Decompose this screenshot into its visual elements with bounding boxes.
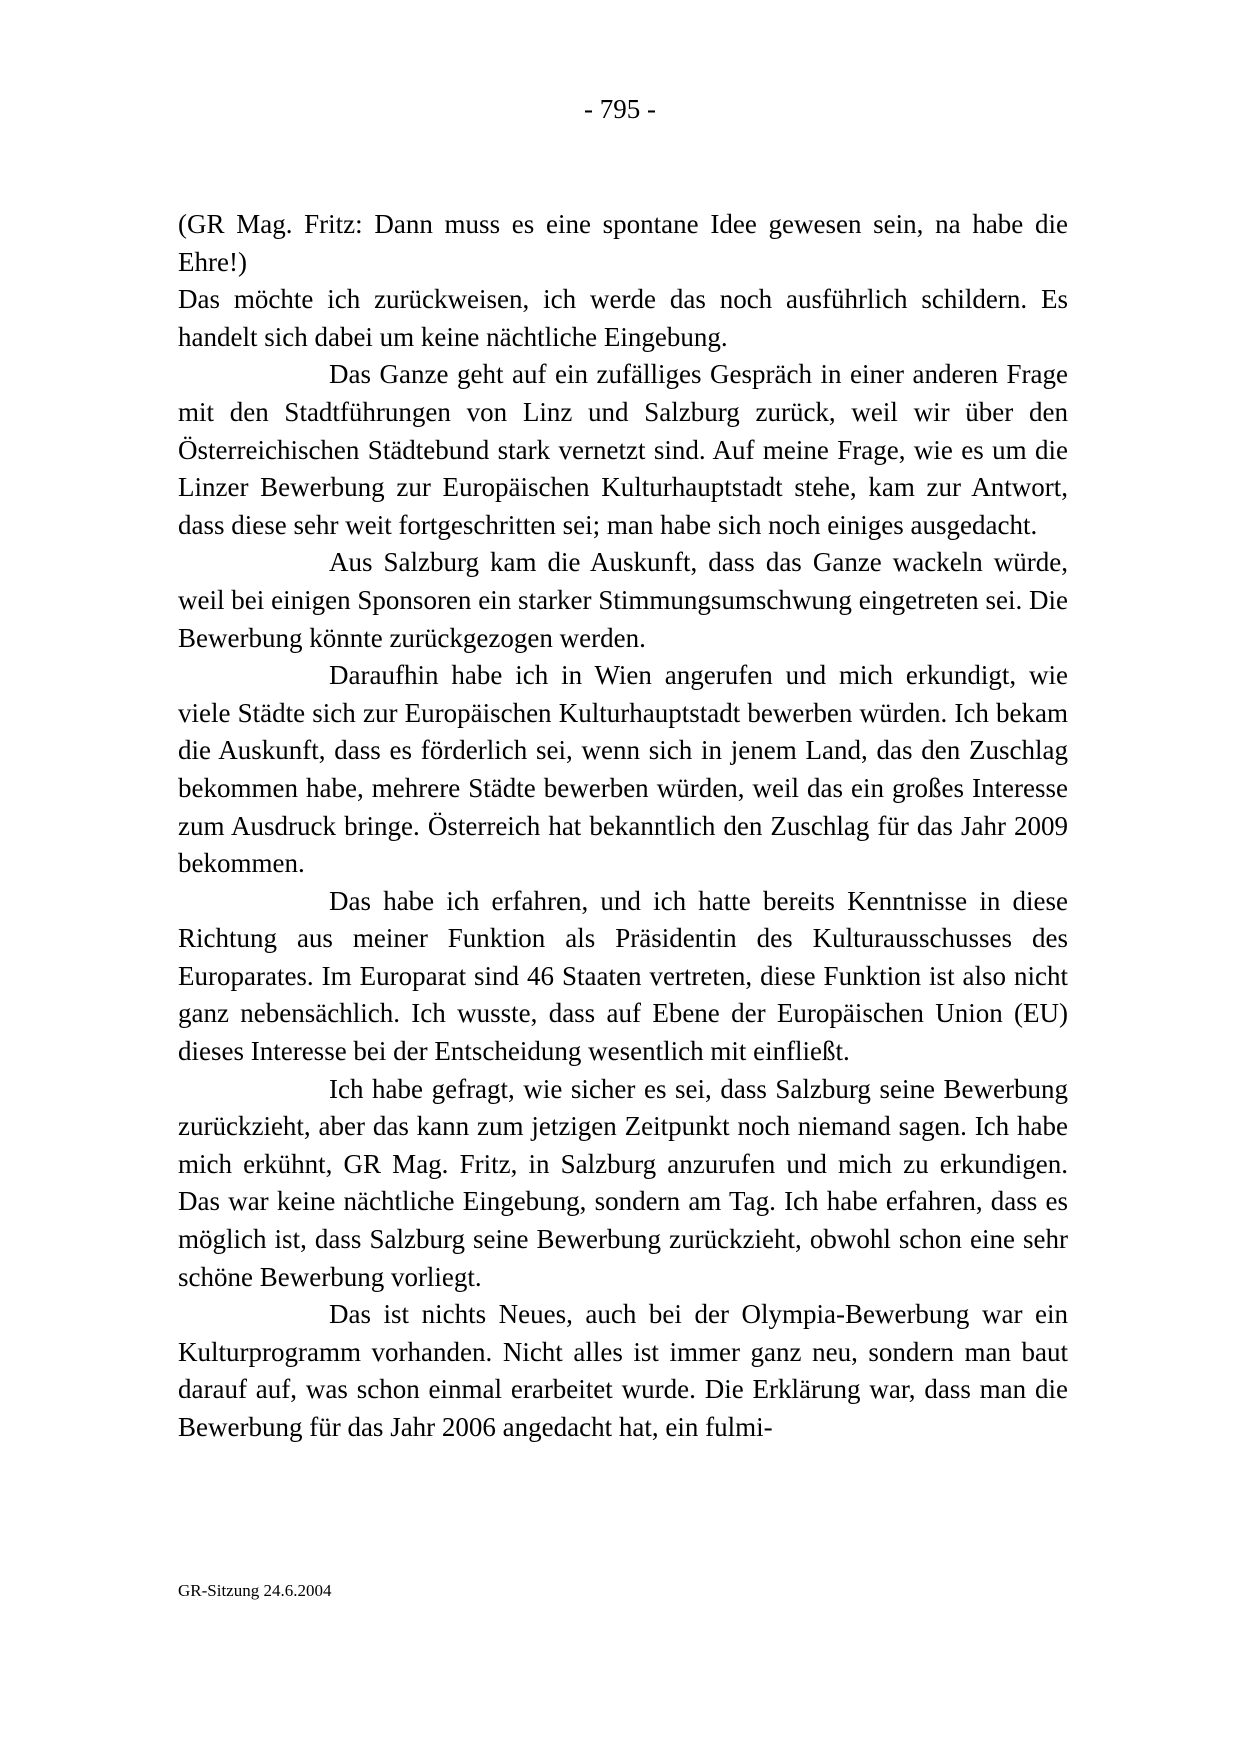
page-number: - 795 -	[584, 94, 656, 124]
document-body	[178, 206, 1068, 1447]
paragraph: Das ist nichts Neues, auch bei der Olympia-Bewerbung war ein Kulturprogramm vorhanden. Nicht alles ist immer ganz neu, sondern man baut darauf auf, was schon einmal erarbeitet wurde. Die Erklärung war, dass man die Bewerbung für das Jahr 2006 angedacht hat, ein fulmi-	[178, 1299, 1068, 1442]
paragraph: Ich habe gefragt, wie sicher es sei, dass Salzburg seine Bewerbung zurückzieht, aber das kann zum jetzigen Zeitpunkt noch niemand sagen. Ich habe mich erkühnt, GR Mag. Fritz, in Salzburg anzurufen und mich zu erkundigen. Das war keine nächtliche Eingebung, sondern am Tag. Ich habe erfahren, dass es möglich ist, dass Salzburg seine Bewerbung zurückzieht, obwohl schon eine sehr schöne Bewerbung vorliegt.	[178, 1073, 1068, 1292]
paragraph: Das habe ich erfahren, und ich hatte bereits Kenntnisse in diese Richtung aus meiner Funktion als Präsidentin des Kulturausschusses des Europarates. Im Europarat sind 46 Staaten vertreten, diese Funktion ist also nicht ganz nebensächlich. Ich wusste, dass auf Ebene der Europäischen Union (EU) dieses Interesse bei der Entscheidung wesentlich mit einfließt.	[178, 885, 1068, 1067]
paragraph: Aus Salzburg kam die Auskunft, dass das Ganze wackeln würde, weil bei einigen Sponsoren ein starker Stimmungsumschwung eingetreten sei. Die Bewerbung könnte zurückgezogen werden.	[178, 547, 1068, 653]
paragraph: Das Ganze geht auf ein zufälliges Gespräch in einer anderen Frage mit den Stadtführungen von Linz und Salzburg zurück, weil wir über den Österreichischen Städtebund stark vernetzt sind. Auf meine Frage, wie es um die Linzer Bewerbung zur Europäischen Kulturhauptstadt stehe, kam zur Antwort, dass diese sehr weit fortgeschritten sei; man habe sich noch einiges ausgedacht.	[178, 359, 1068, 540]
paragraph: Das möchte ich zurückweisen, ich werde das noch ausführlich schildern. Es handelt sich dabei um keine nächtliche Eingebung.	[178, 284, 1068, 352]
paragraph-interjection: (GR Mag. Fritz: Dann muss es eine spontane Idee gewesen sein, na habe die Ehre!)	[178, 209, 1068, 277]
footer-session-label: GR-Sitzung 24.6.2004	[178, 1581, 332, 1600]
paragraph: Daraufhin habe ich in Wien angerufen und mich erkundigt, wie viele Städte sich zur Europäischen Kulturhauptstadt bewerben würden. Ich bekam die Auskunft, dass es förderlich sei, wenn sich in jenem Land, das den Zuschlag bekommen habe, mehrere Städte bewerben würden, weil das ein großes Interesse zum Ausdruck bringe. Österreich hat bekanntlich den Zuschlag für das Jahr 2009 bekommen.	[178, 660, 1068, 879]
